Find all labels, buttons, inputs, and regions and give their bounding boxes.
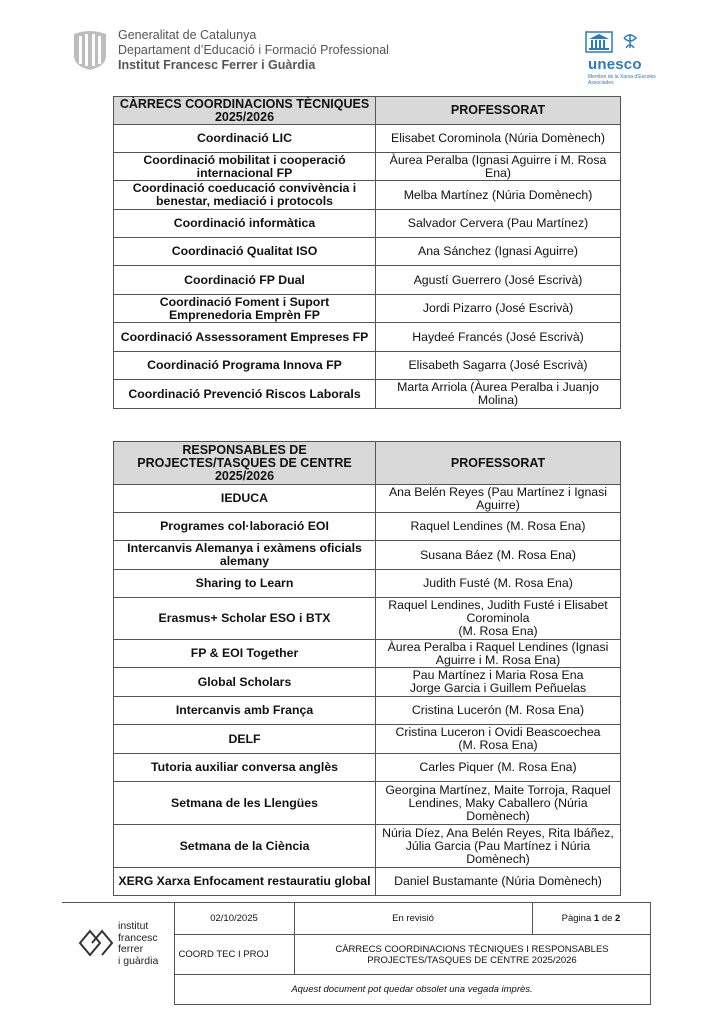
header-professorat: PROFESSORAT <box>376 442 621 485</box>
professor-cell: Pau Martínez i Maria Rosa Ena Jorge Garcia i Guillem Peñuelas <box>376 668 621 697</box>
table-header-row <box>114 442 621 485</box>
gencat-line-2: Departament d’Educació i Formació Professional <box>118 43 389 57</box>
page-number: 1 <box>593 913 600 924</box>
professor-cell: Judith Fusté (M. Rosa Ena) <box>376 570 621 598</box>
role-cell: Tutoria auxiliar conversa anglès <box>114 754 376 782</box>
doc-date: 02/10/2025 <box>174 903 294 935</box>
role-cell: FP & EOI Together <box>114 640 376 668</box>
role-cell: Erasmus+ Scholar ESO i BTX <box>114 598 376 640</box>
professor-cell: Georgina Martínez, Maite Torroja, Raquel Lendines, Maky Caballero (Núria Domènech) <box>376 782 621 825</box>
generalitat-logo <box>72 30 108 70</box>
professor-cell: Agustí Guerrero (José Escrivà) <box>376 266 621 295</box>
table-row <box>114 210 621 238</box>
table-row <box>114 125 621 153</box>
professor-cell: Àurea Peralba (Ignasi Aguirre i M. Rosa Ena) <box>376 153 621 181</box>
header-role: RESPONSABLES DE PROJECTES/TASQUES DE CENTRE 2025/2026 <box>114 442 376 485</box>
table-row <box>114 640 621 668</box>
professor-cell: Elisabet Corominola (Núria Domènech) <box>376 125 621 153</box>
table-row <box>114 266 621 295</box>
page-total: 2 <box>615 913 621 924</box>
table-row <box>114 782 621 825</box>
doc-title: CÀRRECS COORDINACIONS TÈCNIQUES I RESPONSABLES PROJECTES/TASQUES DE CENTRE 2025/2026 <box>294 935 650 975</box>
role-cell: Coordinació Assessorament Empreses FP <box>114 323 376 352</box>
table-row <box>114 181 621 210</box>
projects-table <box>113 441 621 896</box>
role-cell: Coordinació FP Dual <box>114 266 376 295</box>
role-cell: Intercanvis amb França <box>114 697 376 725</box>
header-role: CÀRRECS COORDINACIONS TÈCNIQUES 2025/2026 <box>114 97 376 125</box>
unesco-subtitle: Membre de la Xarxa d’Escoles Associades <box>588 74 656 86</box>
table-row <box>114 380 621 409</box>
table-row <box>114 295 621 323</box>
unesco-logo <box>584 30 664 90</box>
professor-cell: Jordi Pizarro (José Escrivà) <box>376 295 621 323</box>
professor-cell: Àurea Peralba i Raquel Lendines (Ignasi Aguirre i M. Rosa Ena) <box>376 640 621 668</box>
role-cell: DELF <box>114 725 376 754</box>
institut-logo <box>62 903 174 1005</box>
table-row <box>114 352 621 380</box>
gencat-line-1: Generalitat de Catalunya <box>118 28 257 42</box>
professor-cell: Melba Martínez (Núria Domènech) <box>376 181 621 210</box>
header-professorat: PROFESSORAT <box>376 97 621 125</box>
role-cell: Coordinació Programa Innova FP <box>114 352 376 380</box>
page-of: de <box>601 913 613 924</box>
professor-cell: Raquel Lendines, Judith Fusté i Elisabet Corominola (M. Rosa Ena) <box>376 598 621 640</box>
institut-logo-text: institut francesc ferrer i guàrdia <box>118 920 159 967</box>
role-cell: Coordinació Foment i Suport Emprenedoria Emprèn FP <box>114 295 376 323</box>
professor-cell: Salvador Cervera (Pau Martínez) <box>376 210 621 238</box>
professor-cell: Ana Belén Reyes (Pau Martínez i Ignasi Aguirre) <box>376 485 621 513</box>
professor-cell: Marta Arriola (Àurea Peralba i Juanjo Molina) <box>376 380 621 409</box>
table-row <box>114 598 621 640</box>
table-row <box>114 485 621 513</box>
doc-code: COORD TEC I PROJ <box>174 935 294 975</box>
page-indicator <box>532 903 650 935</box>
table-row <box>114 868 621 896</box>
professor-cell: Cristina Lucerón (M. Rosa Ena) <box>376 697 621 725</box>
table-header-row <box>114 97 621 125</box>
table-row <box>114 570 621 598</box>
role-cell: Coordinació informàtica <box>114 210 376 238</box>
table-row <box>114 668 621 697</box>
role-cell: Setmana de les Llengües <box>114 782 376 825</box>
table-row <box>114 238 621 266</box>
role-cell: Sharing to Learn <box>114 570 376 598</box>
unesco-temple-icon <box>584 30 654 56</box>
table-row <box>114 725 621 754</box>
role-cell: Coordinació LIC <box>114 125 376 153</box>
role-cell: Coordinació mobilitat i cooperació internacional FP <box>114 153 376 181</box>
role-cell: Coordinació coeducació convivència i benestar, mediació i protocols <box>114 181 376 210</box>
table-row <box>114 754 621 782</box>
role-cell: Coordinació Prevenció Riscos Laborals <box>114 380 376 409</box>
professor-cell: Raquel Lendines (M. Rosa Ena) <box>376 513 621 541</box>
table-row <box>114 541 621 570</box>
professor-cell: Susana Báez (M. Rosa Ena) <box>376 541 621 570</box>
gencat-line-3: Institut Francesc Ferrer i Guàrdia <box>118 58 316 72</box>
role-cell: XERG Xarxa Enfocament restauratiu global <box>114 868 376 896</box>
role-cell: Setmana de la Ciència <box>114 825 376 868</box>
role-cell: Global Scholars <box>114 668 376 697</box>
table-row <box>114 153 621 181</box>
institut-logo-mark <box>76 925 116 961</box>
page-label: Pàgina <box>561 913 592 924</box>
unesco-wordmark: unesco <box>588 56 642 73</box>
doc-status: En revisió <box>294 903 532 935</box>
table-row <box>114 323 621 352</box>
professor-cell: Ana Sánchez (Ignasi Aguirre) <box>376 238 621 266</box>
professor-cell: Daniel Bustamante (Núria Domènech) <box>376 868 621 896</box>
role-cell: Intercanvis Alemanya i exàmens oficials alemany <box>114 541 376 570</box>
document-footer <box>62 902 651 1005</box>
role-cell: Programes col·laboració EOI <box>114 513 376 541</box>
professor-cell: Núria Díez, Ana Belén Reyes, Rita Ibáñez, Júlia Garcia (Pau Martínez i Núria Domènech) <box>376 825 621 868</box>
table-row <box>114 697 621 725</box>
professor-cell: Elisabeth Sagarra (José Escrivà) <box>376 352 621 380</box>
generalitat-text <box>118 28 389 73</box>
professor-cell: Carles Piquer (M. Rosa Ena) <box>376 754 621 782</box>
table-row <box>114 825 621 868</box>
role-cell: Coordinació Qualitat ISO <box>114 238 376 266</box>
coordination-table <box>113 96 621 409</box>
professor-cell: Haydeé Francés (José Escrivà) <box>376 323 621 352</box>
role-cell: IEDUCA <box>114 485 376 513</box>
page-header <box>72 26 672 90</box>
obsolete-note: Aquest document pot quedar obsolet una vegada imprès. <box>174 975 650 1005</box>
professor-cell: Cristina Luceron i Ovidi Beascoechea (M. Rosa Ena) <box>376 725 621 754</box>
table-row <box>114 513 621 541</box>
